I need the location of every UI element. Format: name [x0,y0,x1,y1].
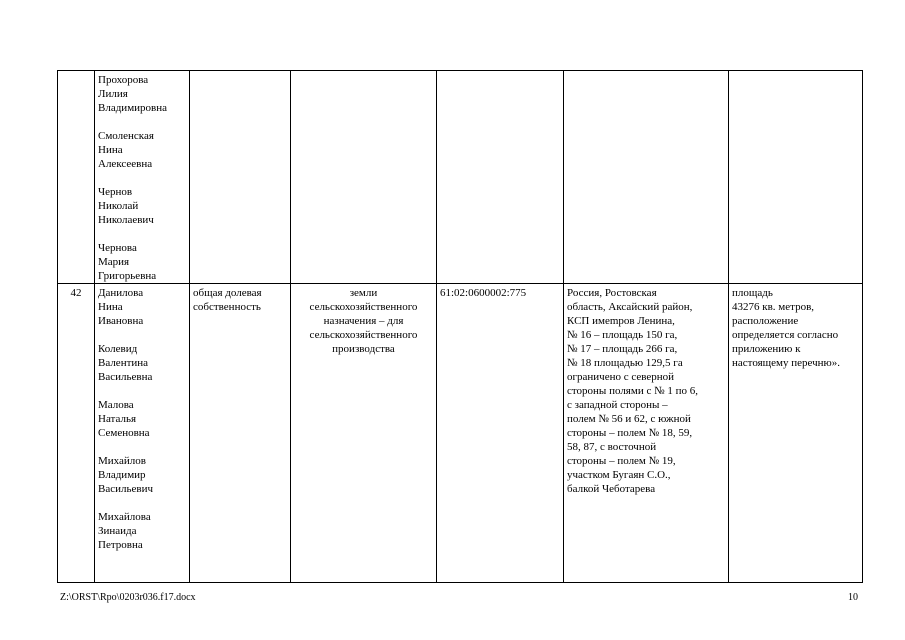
cell-text-line: полем № 56 и 62, с южной [567,413,691,426]
owner-name-line: Алексеевна [98,158,153,170]
notes-cell [729,71,863,284]
cell-text-line: ограничено с северной [567,371,675,384]
cell-text-line: земли [349,287,378,300]
owner-name-line: Ивановна [98,315,144,328]
owner-name [98,73,186,115]
owner-name-line: Смоленская [98,130,154,142]
cell-text-line: назначения – для [323,315,404,328]
cell-text-line: № 16 – площадь 150 га, [567,329,678,342]
owners-cell [95,284,190,583]
footer-file-path: Z:\ORST\Rpo\0203r036.f17.docx [60,592,196,603]
owner-name [98,129,186,171]
document-table-container [57,70,862,583]
owner-name [98,454,186,496]
cell-text-line: стороны – полем № 19, [567,455,676,468]
owner-name-line: Михайлова [98,511,151,524]
owner-name-line: Николай [98,200,139,212]
owner-name-line: Владимировна [98,102,168,114]
owner-name-line: Прохорова [98,74,149,86]
cadastral-number: 61:02:0600002:775 [440,287,527,300]
cell-text-line: стороны полями с № 1 по 6, [567,385,698,398]
owner-name-line: Петровна [98,539,143,552]
owner-name-line: Колевид [98,343,138,356]
footer-page-number: 10 [848,592,858,603]
owner-name-line: Владимир [98,469,146,482]
ownership-cell [190,284,291,583]
cell-text-line: область, Аксайский район, [567,301,693,314]
row-number-cell [58,71,95,284]
cell-text-line: сельскохозяйственного [309,301,418,314]
owner-name [98,185,186,227]
cadastral-cell [437,71,564,284]
location-cell [564,71,729,284]
owner-name-line: Николаевич [98,214,154,226]
cell-text-line: 43276 кв. метров, [732,301,815,314]
land-register-table [57,70,863,583]
land-category-cell [291,71,437,284]
ownership-cell [190,71,291,284]
row-number-cell [58,284,95,583]
cell-text-line: с западной стороны – [567,399,668,412]
owner-name-line: Наталья [98,413,137,426]
location-cell [564,284,729,583]
cell-text-line: № 18 площадью 129,5 га [567,357,683,370]
owner-name [98,286,186,328]
cadastral-cell [437,284,564,583]
owner-name-line: Михайлов [98,455,146,468]
owner-name [98,398,186,440]
cell-text-line: настоящему перечню». [732,357,840,370]
cell-text-line: общая долевая [193,287,262,300]
owner-name-line: Григорьевна [98,270,157,282]
cell-text-line: участком Бугаян С.О., [567,469,671,482]
cell-text-line: балкой Чеботарева [567,483,656,496]
owners-cell [95,71,190,284]
owner-name-line: Мария [98,256,130,268]
owner-name-line: Чернов [98,186,133,198]
owner-name-line: Валентина [98,357,149,370]
cell-text-line: определяется согласно [732,329,839,342]
cell-text-line: площадь [732,287,773,300]
owner-name [98,241,186,283]
cell-text-line: КСП имеmров Ленина, [567,315,675,328]
owner-name-line: Данилова [98,287,144,300]
notes-cell [729,284,863,583]
table-row [58,71,863,284]
owner-name-line: Васильевич [98,483,153,496]
cell-text-line: производства [332,343,395,356]
cell-text-line: приложению к [732,343,801,356]
owner-name-line: Лилия [98,88,128,100]
cell-text-line: расположение [732,315,799,328]
table-row [58,284,863,583]
cell-text-line: собственность [193,301,261,314]
cell-text-line: № 17 – площадь 266 га, [567,343,678,356]
owner-name-line: Малова [98,399,134,412]
owner-name-line: Нина [98,144,123,156]
owner-name-line: Чернова [98,242,137,254]
owner-name-line: Нина [98,301,123,314]
cell-text-line: сельскохозяйственного [309,329,418,342]
owner-name-line: Васильевна [98,371,153,384]
owner-name-line: Зинаида [98,525,137,538]
cell-text-line: стороны – полем № 18, 59, [567,427,693,440]
cell-text-line: 58, 87, с восточной [567,441,657,454]
row-number: 42 [70,287,82,300]
owner-name-line: Семеновна [98,427,150,440]
cell-text-line: Россия, Ростовская [567,287,657,300]
owner-name [98,342,186,384]
land-category-cell [291,284,437,583]
owner-name [98,510,186,552]
